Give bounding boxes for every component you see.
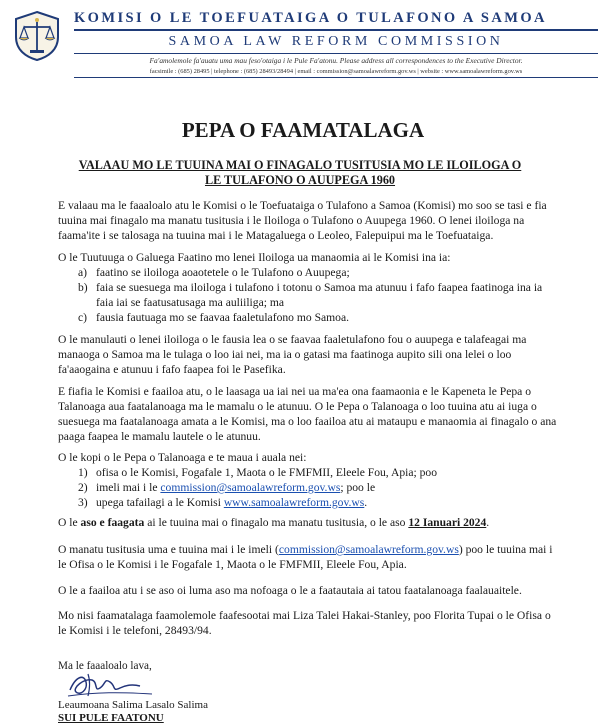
letterhead-divider: [74, 53, 598, 54]
paragraph-submission: O manatu tusitusia uma e tuuina mai i le imeli (commission@samoalawreform.gov.ws) poo le tuuina mai i le Ofisa o le Komisi i le Fogafale 1, Maota o le FMFMII, Eleele Fou, Apia.: [58, 543, 553, 571]
email-link[interactable]: commission@samoalawreform.gov.ws: [160, 481, 341, 494]
paragraph-consultation: E fiafia le Komisi e faailoa atu, o le laasaga ua iai nei ua ma'ea ona faamaonia e le Kapeneta le Pepa o Talanoaga aua faatalanoaga ma le mamalu o le atunuu. O le Pepa o Talanoaga o loo tuuina atu ai iuga o suesuega ma faatalanoaga amata a le Komisi, ma o loo faailoa atu ai mataupu e manaomia ai finagalo o ana paaga faapea le mamalu lautele o le atunuu.: [58, 385, 557, 443]
paragraph-channels-intro: O le kopi o le Pepa o Talanoaga e te maua i auala nei:: [58, 451, 307, 464]
deadline-label: aso e faagata: [80, 516, 145, 529]
letterhead-divider: [74, 77, 598, 78]
paragraph-contact: Mo nisi faamatalaga faamolemole faafesootai mai Liza Talei Hakai-Stanley, poo Florita Tupai o le Ofisa o le Komisi i le telefoni, 28493/94.: [58, 609, 551, 637]
letterhead-english-name: SAMOA LAW REFORM COMMISSION: [168, 34, 504, 49]
list-item: 2) imeli mai i le commission@samoalawreform.gov.ws; poo le: [78, 481, 376, 494]
website-link[interactable]: www.samoalawreform.gov.ws: [223, 496, 365, 509]
letterhead-divider: [74, 29, 598, 31]
submission-email-link[interactable]: commission@samoalawreform.gov.ws: [278, 543, 459, 556]
letterhead-address-note: Fa'amolemole fa'auatu uma mau feso'otaiga i le Pule Fa'atonu. Please address all correspondences to the Executive Director.: [149, 56, 523, 65]
channels-list: [58, 465, 558, 510]
closing-salutation: Ma le faaaloalo lava,: [58, 660, 152, 672]
list-item: b) faia se suesuega ma iloiloga i tulafono i totonu o Samoa ma atunuu i fafo faapea faatinoga ina ia faia iai se faatusatusaga ma auliiliga; ma: [78, 281, 543, 309]
paragraph-intro: E valaau ma le faaaloalo atu le Komisi o le Toefuataiga o Tulafono a Samoa (Komisi) mo soo se tasi e fia tuuina mai finagalo ma manatu tusitusia i le Iloiloga o Tulafono o Auupega 1960. O lenei iloiloga na faama'ite i se talosaga na tuuina mai i le Matagaluega o Leoleo, Falepuipui ma le Toefuataiga.: [58, 199, 547, 242]
list-item: c) fausia fautuaga mo se faavaa faaletulafono mo Samoa.: [78, 311, 350, 324]
letterhead-samoan-name: KOMISI O LE TOEFUATAIGA O TULAFONO A SAMOA: [74, 10, 547, 26]
paragraph-objective: O le manulauti o lenei iloiloga o le fausia lea o se faavaa faaletulafono fou o auupega e talafeagai ma manaoga o Samoa ma le tulaga o loo iai nei, ma ia o gatasi ma faatinoga aupito sili ona lelei o loo fa'aaogaina e atunuu i fafo faapea foi le Pasefika.: [58, 333, 527, 376]
document-heading: VALAAU MO LE TUUINA MAI O FINAGALO TUSITUSIA MO LE ILOILOGA O LE TULAFONO O AUUPEGA 1960: [78, 158, 522, 187]
list-item: 1) ofisa o le Komisi, Fogafale 1, Maota o le FMFMII, Eleele Fou, Apia; poo: [78, 466, 438, 479]
terms-list: [58, 265, 558, 325]
signer-title: SUI PULE FAATONU: [58, 712, 164, 724]
letterhead-contact-line: facsimile : (685) 28495 | telephone : (685) 28493/28494 | email : commission@samoalawreform.gov.ws | website : www.samoalawreform.gov.ws: [149, 68, 523, 75]
paragraph-terms-intro: O le Tuutuuga o Galuega Faatino mo lenei Iloiloga ua manaomia ai le Komisi ina ia:: [58, 251, 451, 264]
list-item: 3) upega tafailagi a le Komisi www.samoalawreform.gov.ws.: [78, 496, 368, 509]
signer-name: Leaumoana Salima Lasalo Salima: [58, 699, 208, 711]
paragraph-deadline: O le aso e faagata ai le tuuina mai o finagalo ma manatu tusitusia, o le aso 12 Ianuari 2024.: [58, 516, 490, 529]
commission-seal-icon: [12, 10, 62, 62]
signature-icon: [66, 670, 156, 700]
signature-block: [58, 699, 208, 725]
list-item: a) faatino se iloiloga aoaotetele o le Tulafono o Auupega;: [78, 266, 350, 279]
paragraph-public-consultation: O le a faailoa atu i se aso oi luma aso ma nofoaga o le a faatautaia ai tatou faatalanoaga faalauaitele.: [58, 584, 522, 597]
deadline-date: 12 Ianuari 2024: [408, 516, 487, 529]
document-title: PEPA O FAAMATALAGA: [181, 118, 425, 142]
